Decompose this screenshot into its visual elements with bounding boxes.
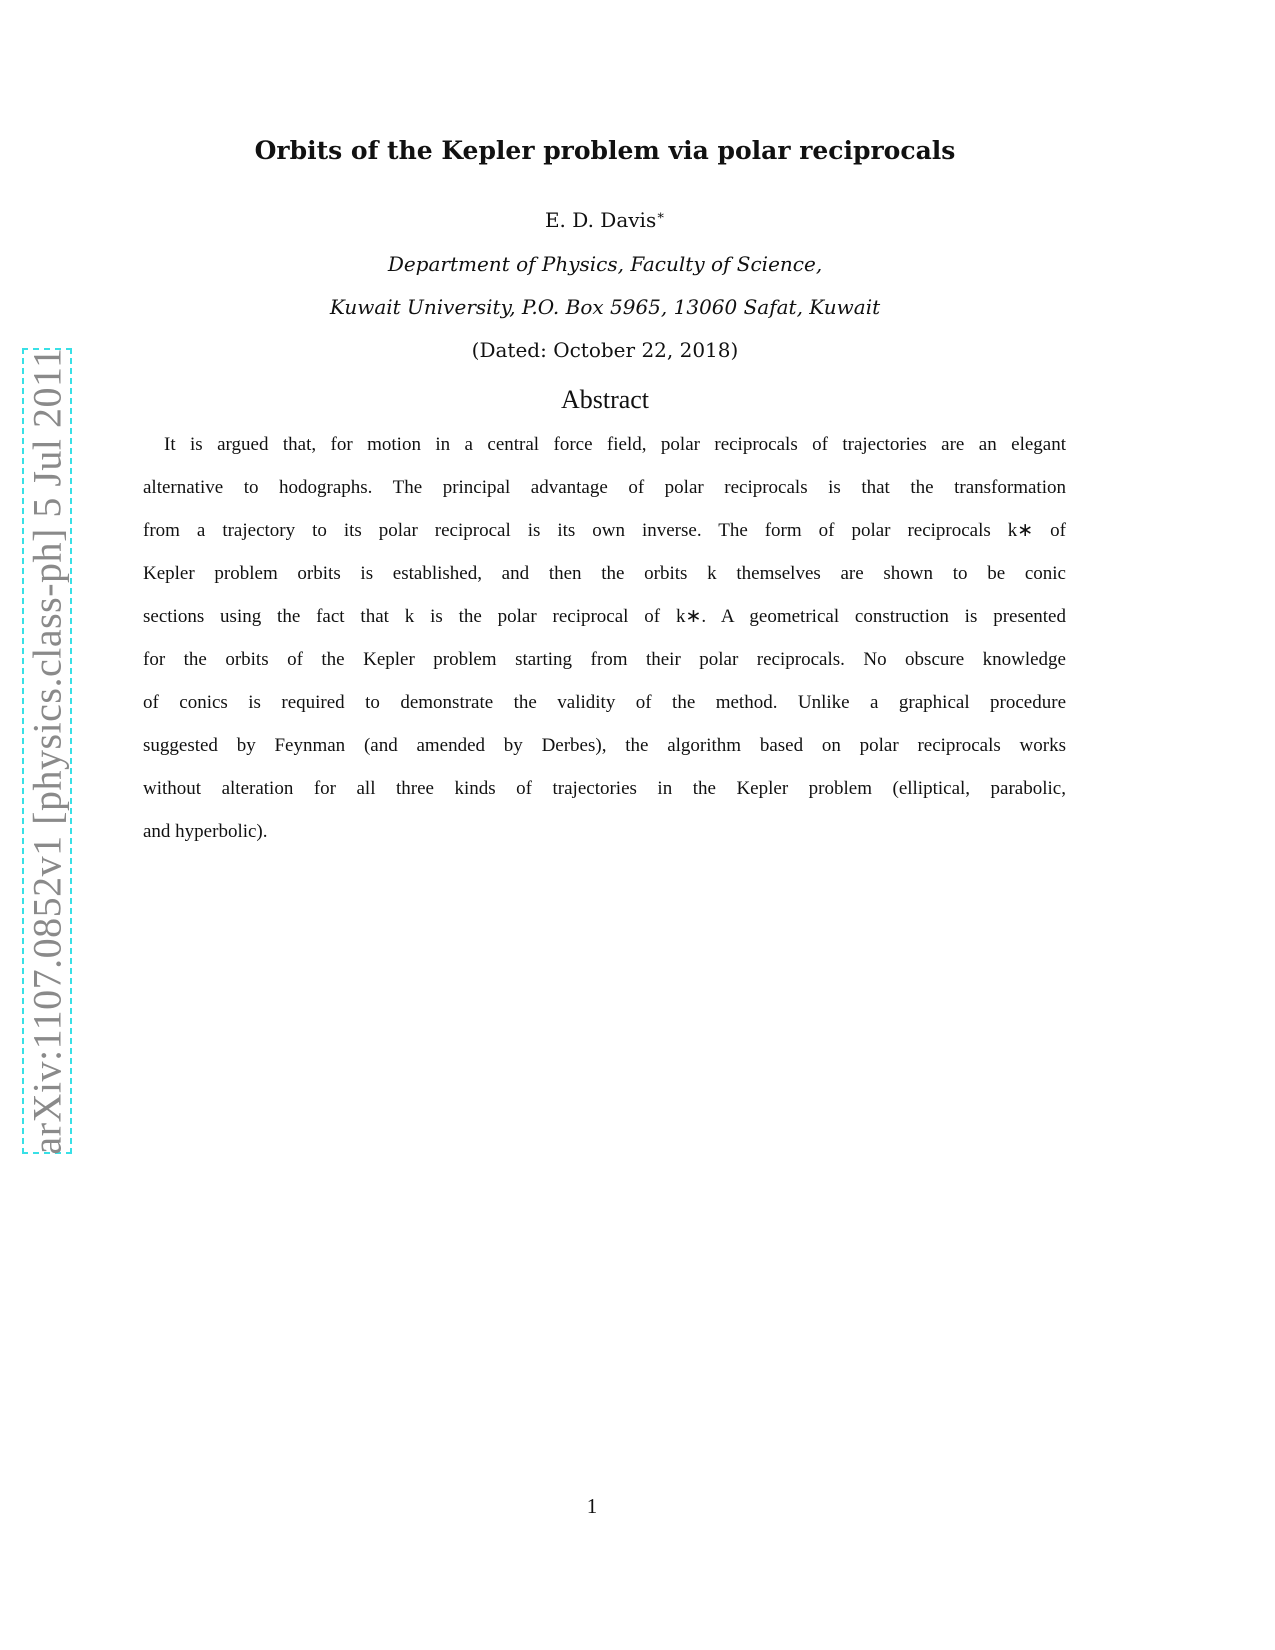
date: (Dated: October 22, 2018) [471, 338, 739, 362]
abstract-line: sections using the fact that k is the polar reciprocal of k∗. A geometrical construction is presented [143, 606, 1066, 627]
abstract-body [143, 430, 1066, 860]
affiliation-line-1: Department of Physics, Faculty of Science, [387, 252, 823, 276]
author-footnote-mark: ∗ [656, 208, 666, 224]
abstract-line: for the orbits of the Kepler problem starting from their polar reciprocals. No obscure knowledge [143, 649, 1066, 670]
author-name: E. D. Davis [544, 208, 657, 232]
abstract-line: from a trajectory to its polar reciprocal is its own inverse. The form of polar reciprocals k∗ of [143, 520, 1066, 541]
arxiv-stamp [22, 348, 72, 1154]
abstract-line: alternative to hodographs. The principal advantage of polar reciprocals is that the transformation [143, 477, 1066, 498]
arxiv-stamp-text: arXiv:1107.0852v1 [physics.class-ph] 5 Jul 2011 [24, 347, 70, 1155]
abstract-line: without alteration for all three kinds of trajectories in the Kepler problem (elliptical, parabolic, [143, 778, 1066, 799]
abstract-line: suggested by Feynman (and amended by Derbes), the algorithm based on polar reciprocals works [143, 735, 1066, 756]
author [0, 208, 1210, 232]
paper-title: Orbits of the Kepler problem via polar reciprocals [254, 136, 956, 165]
abstract-line: and hyperbolic). [143, 821, 268, 842]
abstract-line: Kepler problem orbits is established, and then the orbits k themselves are shown to be conic [143, 563, 1066, 584]
affiliation-line-2: Kuwait University, P.O. Box 5965, 13060 Safat, Kuwait [329, 295, 881, 319]
abstract-line: It is argued that, for motion in a central force field, polar reciprocals of trajectories are an elegant [164, 434, 1066, 455]
page-number: 1 [586, 1494, 598, 1518]
abstract-line: of conics is required to demonstrate the validity of the method. Unlike a graphical procedure [143, 692, 1066, 713]
abstract-heading: Abstract [560, 385, 650, 414]
